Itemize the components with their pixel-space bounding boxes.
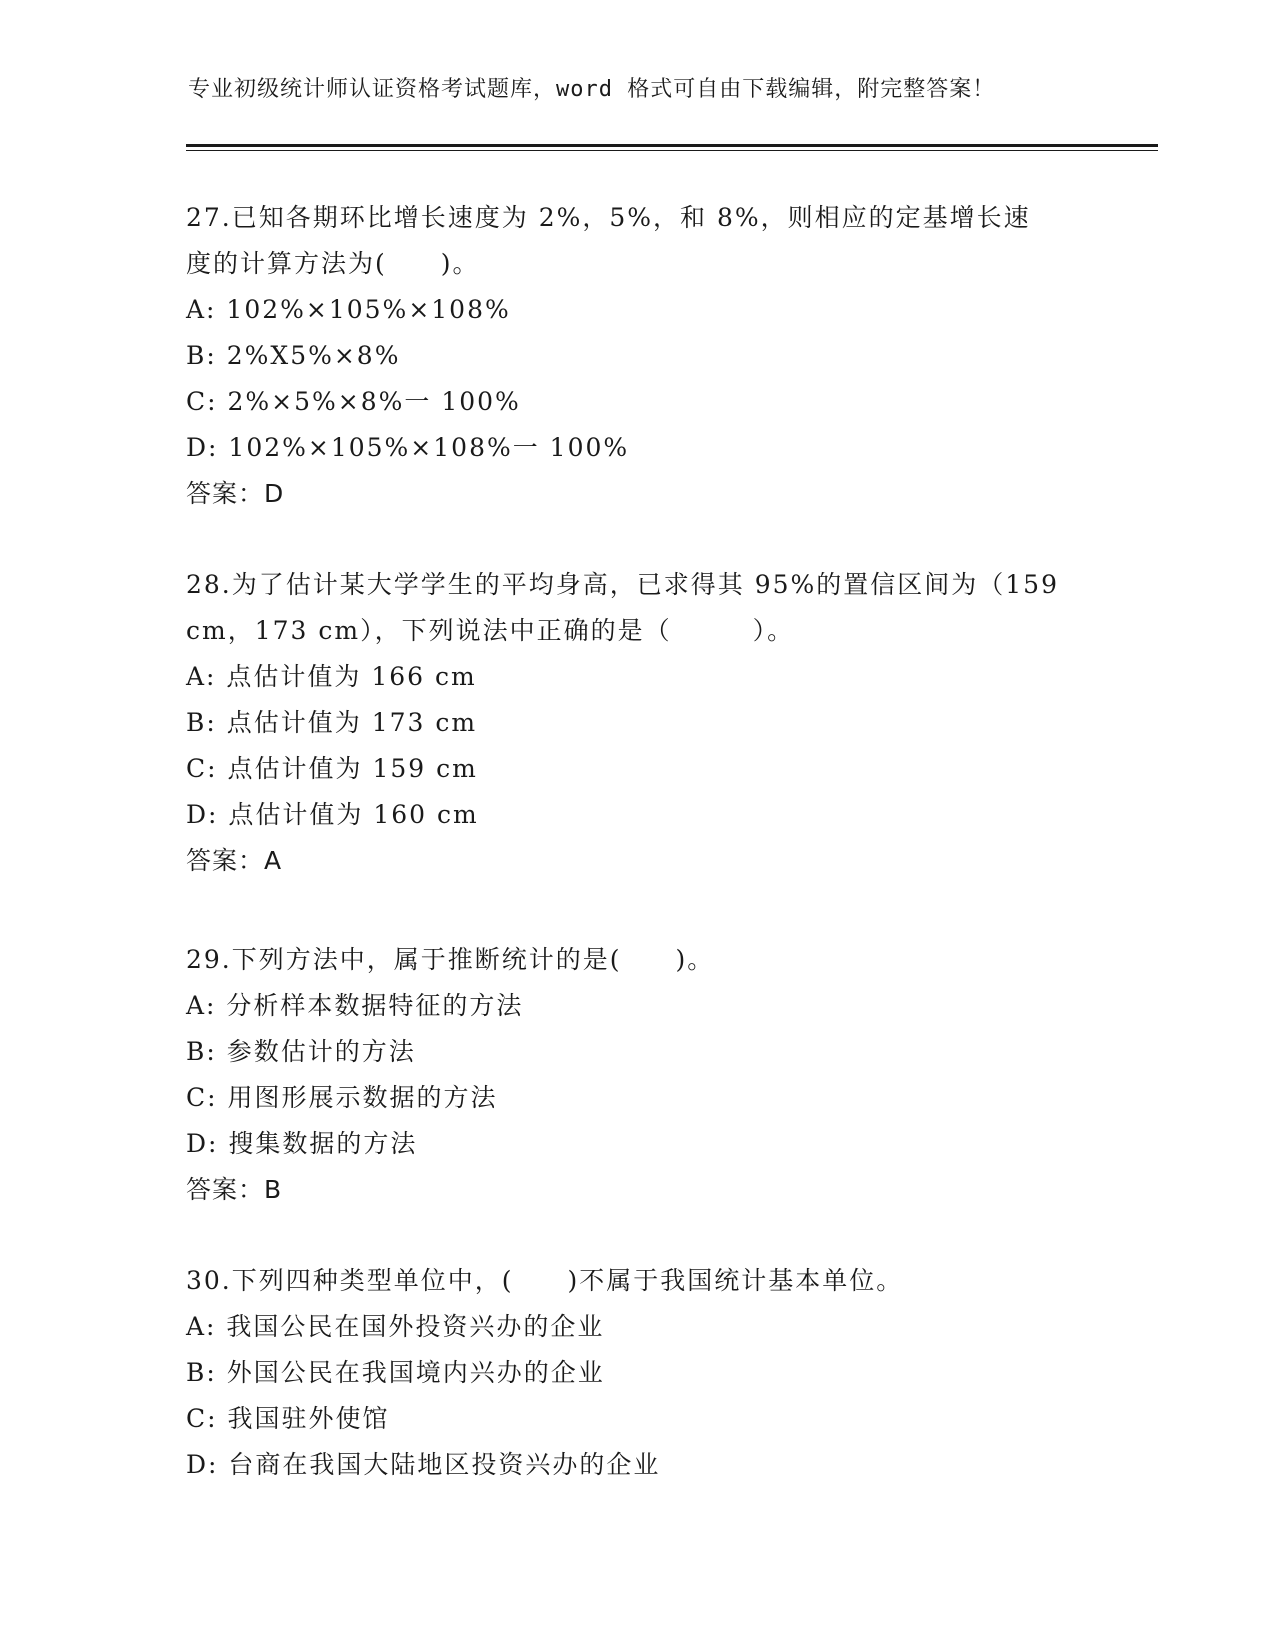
question-stem: 28.为了估计某大学学生的平均身高，已求得其 95%的置信区间为（159: [186, 570, 1059, 599]
option-d: D: 点估计值为 160 cm: [186, 800, 479, 829]
option-d: D: 102%×105%×108%一 100%: [186, 433, 630, 462]
question-stem: 29.下列方法中，属于推断统计的是( )。: [186, 945, 715, 974]
answer: 答案：D: [186, 479, 285, 508]
question-30: [186, 1258, 1086, 1488]
question-stem: 度的计算方法为( )。: [186, 249, 480, 278]
option-a: A: 我国公民在国外投资兴办的企业: [186, 1312, 605, 1341]
option-c: C: 2%×5%×8%一 100%: [186, 387, 521, 416]
option-a: A: 102%×105%×108%: [186, 295, 511, 324]
question-28: [186, 562, 1086, 884]
option-b: B: 外国公民在我国境内兴办的企业: [186, 1358, 605, 1387]
option-b: B: 参数估计的方法: [186, 1037, 416, 1066]
page-header: 专业初级统计师认证资格考试题库，word 格式可自由下载编辑，附完整答案！: [188, 77, 996, 102]
answer: 答案：B: [186, 1175, 283, 1204]
option-d: D: 台商在我国大陆地区投资兴办的企业: [186, 1450, 661, 1479]
question-stem: 27.已知各期环比增长速度为 2%，5%，和 8%，则相应的定基增长速: [186, 203, 1031, 232]
option-b: B: 2%X5%×8%: [186, 341, 401, 370]
question-29: [186, 937, 1086, 1213]
question-27: [186, 195, 1086, 517]
answer: 答案：A: [186, 846, 283, 875]
question-stem: cm，173 cm），下列说法中正确的是（ ）。: [186, 616, 795, 645]
option-c: C: 点估计值为 159 cm: [186, 754, 478, 783]
question-stem: 30.下列四种类型单位中，( )不属于我国统计基本单位。: [186, 1266, 904, 1295]
option-d: D: 搜集数据的方法: [186, 1129, 418, 1158]
header-divider: [186, 144, 1158, 151]
option-c: C: 我国驻外使馆: [186, 1404, 390, 1433]
option-b: B: 点估计值为 173 cm: [186, 708, 478, 737]
option-a: A: 分析样本数据特征的方法: [186, 991, 524, 1020]
option-c: C: 用图形展示数据的方法: [186, 1083, 498, 1112]
option-a: A: 点估计值为 166 cm: [186, 662, 477, 691]
